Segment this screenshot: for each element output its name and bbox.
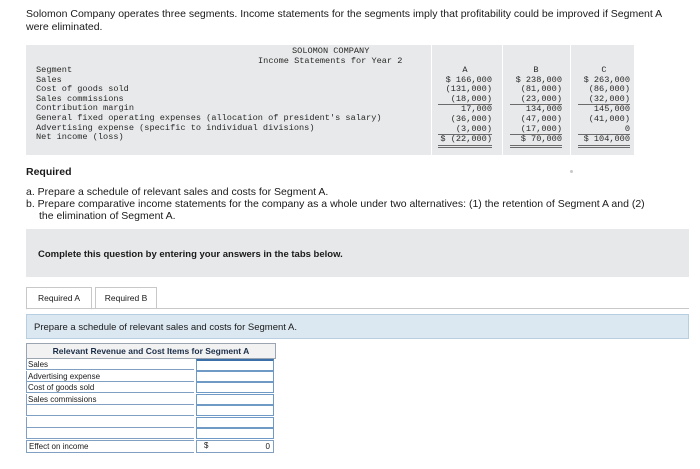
effect-on-income-row	[26, 440, 276, 453]
schedule-row	[26, 428, 276, 440]
row-label: Sales commissions	[36, 93, 124, 104]
statement-row-labels	[36, 66, 382, 143]
schedule-row-label[interactable]: Sales	[26, 359, 194, 370]
column-divider	[431, 45, 432, 155]
segment-a-column	[438, 66, 492, 148]
cell: $ 263,000	[583, 74, 630, 85]
row-label: Contribution margin	[36, 103, 134, 114]
row-label: Net income (loss)	[36, 132, 124, 143]
column-divider	[502, 45, 503, 155]
tab-underline	[26, 308, 689, 309]
required-item-a: a. Prepare a schedule of relevant sales and costs for Segment A.	[26, 186, 329, 198]
schedule-amount-input[interactable]	[196, 417, 274, 428]
task-instruction-text: Prepare a schedule of relevant sales and costs for Segment A.	[34, 322, 297, 333]
income-statement	[26, 45, 634, 155]
schedule-row	[26, 394, 276, 406]
cell: 17,000	[461, 104, 492, 115]
schedule-amount-input[interactable]	[196, 428, 274, 439]
schedule-amount-input[interactable]	[196, 405, 274, 416]
cell: $ 104,000	[578, 135, 630, 148]
relevant-items-schedule	[26, 343, 276, 440]
schedule-row-label[interactable]	[26, 405, 194, 416]
segment-c-column	[578, 66, 630, 148]
row-label: Sales	[36, 74, 62, 85]
cell: (86,000)	[588, 84, 630, 95]
schedule-row	[26, 405, 276, 417]
schedule-row	[26, 382, 276, 394]
segment-b-column	[510, 66, 562, 148]
schedule-amount-input[interactable]	[196, 394, 274, 405]
required-item-b: b. Prepare comparative income statements for the company as a whole under two alternatives: (1) the retention of Segment A and (2)	[26, 198, 645, 210]
statement-title: Income Statements for Year 2	[258, 56, 403, 66]
schedule-row-label[interactable]	[26, 417, 194, 428]
schedule-row	[26, 371, 276, 383]
cell: (23,000)	[510, 95, 562, 106]
cell: (41,000)	[588, 113, 630, 124]
cell: (131,000)	[445, 84, 492, 95]
row-label: Segment	[36, 65, 73, 75]
cell: 134,000	[525, 104, 562, 115]
required-heading: Required	[26, 166, 72, 178]
instructions-banner	[26, 229, 689, 277]
cell: (36,000)	[450, 113, 492, 124]
schedule-row-label[interactable]: Sales commissions	[26, 394, 194, 405]
row-label: Cost of goods sold	[36, 84, 129, 95]
effect-on-income-label: Effect on income	[26, 440, 194, 453]
cell: (18,000)	[438, 95, 492, 106]
tab-required-a[interactable]: Required A	[26, 287, 92, 310]
schedule-amount-input[interactable]	[196, 371, 274, 382]
column-head: C	[601, 65, 607, 75]
schedule-row-label[interactable]: Advertising expense	[26, 371, 194, 382]
schedule-row	[26, 359, 276, 371]
cell: $ 166,000	[445, 74, 492, 85]
cell: (17,000)	[510, 125, 562, 136]
schedule-row-label[interactable]	[26, 428, 194, 439]
statement-company: SOLOMON COMPANY	[292, 46, 370, 56]
task-instruction	[26, 314, 689, 339]
instructions-text: Complete this question by entering your answers in the tabs below.	[38, 249, 343, 260]
decorative-dot	[570, 170, 573, 173]
required-list	[26, 186, 666, 222]
cell: $ (22,000)	[438, 135, 492, 148]
schedule-amount-input[interactable]	[196, 382, 274, 393]
cell: (3,000)	[438, 125, 492, 136]
cell: $ 70,000	[510, 135, 562, 148]
row-label: Advertising expense (specific to individual divisions)	[36, 122, 315, 133]
problem-intro: Solomon Company operates three segments. Income statements for the segments imply that profitability could be improved if Segment A were eliminated.	[26, 8, 662, 33]
schedule-title: Relevant Revenue and Cost Items for Segment A	[26, 343, 276, 359]
required-item-b-continued: the elimination of Segment A.	[39, 210, 176, 222]
cell: (81,000)	[520, 84, 562, 95]
column-head: B	[533, 65, 539, 75]
column-divider	[570, 45, 571, 155]
cell: $ 238,000	[515, 74, 562, 85]
cell: 145,000	[593, 104, 630, 115]
effect-on-income-value: 0	[196, 440, 274, 453]
cell: (47,000)	[520, 113, 562, 124]
schedule-row	[26, 417, 276, 429]
column-head: A	[462, 65, 468, 75]
cell: (32,000)	[578, 95, 630, 106]
currency-symbol: $	[204, 441, 209, 450]
schedule-row-label[interactable]: Cost of goods sold	[26, 382, 194, 393]
schedule-amount-input[interactable]	[196, 359, 274, 371]
row-label: General fixed operating expenses (allocation of president's salary)	[36, 112, 382, 123]
cell: 0	[578, 125, 630, 136]
tab-required-b[interactable]: Required B	[95, 287, 157, 309]
